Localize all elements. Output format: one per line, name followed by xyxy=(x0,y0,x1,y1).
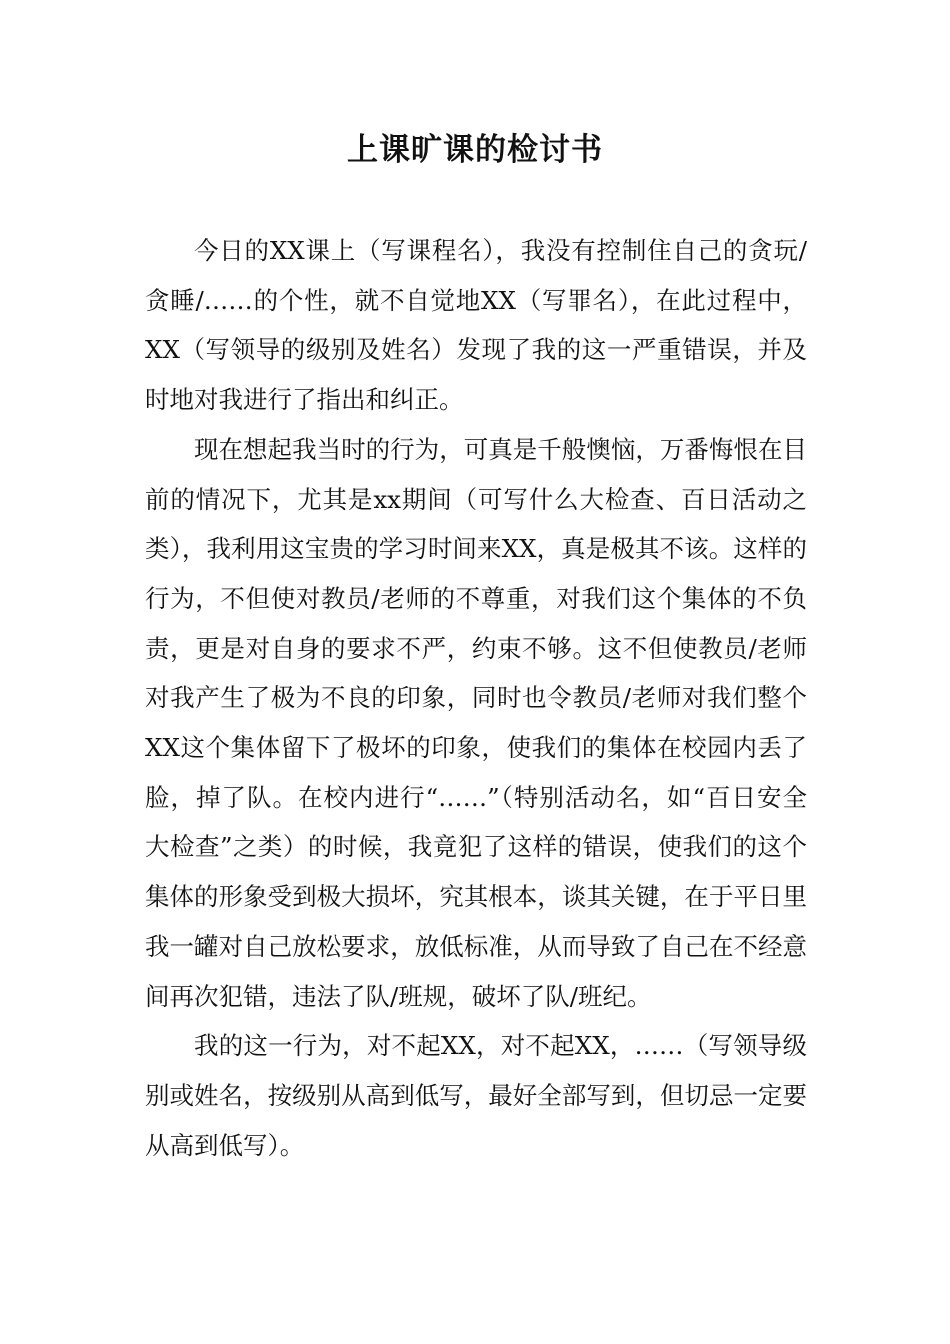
paragraph-2: 现在想起我当时的行为，可真是千般懊恼，万番悔恨在目前的情况下，尤其是xx期间（可写什么大检查、百日活动之类），我利用这宝贵的学习时间来XX，真是极其不该。这样的行为，不但使对教员/老师的不尊重，对我们这个集体的不负责，更是对自身的要求不严，约束不够。这不但使教员/老师对我产生了极为不良的印象，同时也令教员/老师对我们整个XX这个集体留下了极坏的印象，使我们的集体在校园内丢了脸，掉了队。在校内进行“……”（特别活动名，如“百日安全大检查”之类）的时候，我竟犯了这样的错误，使我们的这个集体的形象受到极大损坏，究其根本，谈其关键，在于平日里我一罐对自己放松要求，放低标准，从而导致了自己在不经意间再次犯错，违法了队/班规，破坏了队/班纪。 xyxy=(145,434,807,1011)
paragraph-3: 我的这一行为，对不起XX，对不起XX，……（写领导级别或姓名，按级别从高到低写，最好全部写到，但切忌一定要从高到低写）。 xyxy=(145,1031,807,1160)
document-body xyxy=(145,226,807,1170)
paragraph-1: 今日的XX课上（写课程名），我没有控制住自己的贪玩/贪睡/……的个性，就不自觉地XX（写罪名），在此过程中，XX（写领导的级别及姓名）发现了我的这一严重错误，并及时地对我进行了指出和纠正。 xyxy=(145,236,807,415)
document-title: 上课旷课的检讨书 xyxy=(347,132,603,168)
